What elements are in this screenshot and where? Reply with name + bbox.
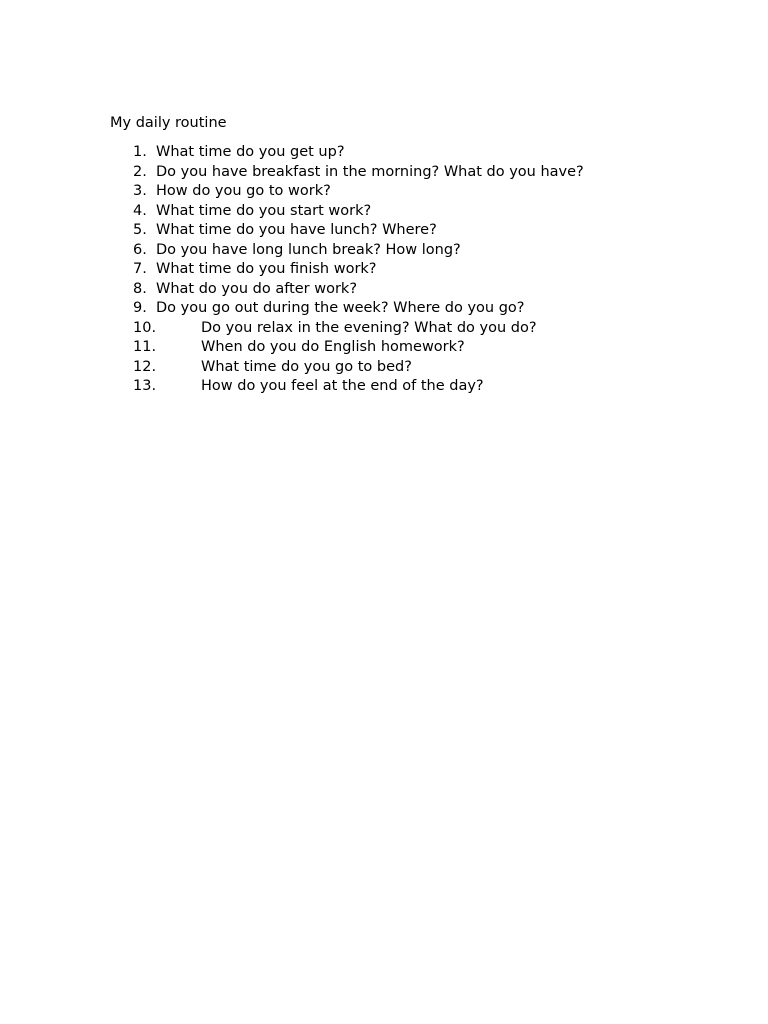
list-item-text: Do you relax in the evening? What do you do? (201, 319, 537, 336)
list-item-text: Do you have breakfast in the morning? What do you have? (156, 163, 584, 180)
list-item-number: 12. (133, 358, 157, 375)
list-item-text: What time do you get up? (156, 144, 345, 160)
list-item-number: 8. (133, 280, 147, 297)
list-item-text: What do you do after work? (156, 280, 358, 297)
list-item-number: 1. (133, 144, 147, 160)
list-item-number: 6. (133, 241, 147, 258)
list-item-number: 7. (133, 261, 147, 277)
list-item-text: What time do you finish work? (156, 261, 377, 277)
list-item-text: What time do you start work? (156, 202, 372, 219)
list-item-number: 3. (133, 183, 147, 199)
list-item-text: Do you have long lunch break? How long? (156, 241, 461, 258)
list-item-number: 4. (133, 202, 147, 219)
list-item-number: 10. (133, 319, 157, 336)
list-item-text: How do you feel at the end of the day? (201, 378, 484, 394)
list-item-text: When do you do English homework? (201, 339, 465, 355)
list-item-text: How do you go to work? (156, 183, 331, 199)
document-title: My daily routine (110, 115, 227, 131)
list-item-number: 11. (133, 339, 157, 355)
list-item-number: 9. (133, 300, 147, 316)
list-item-text: What time do you go to bed? (201, 358, 412, 375)
list-item-number: 5. (133, 222, 147, 238)
list-item-text: Do you go out during the week? Where do you go? (156, 300, 525, 316)
list-item-number: 13. (133, 378, 157, 394)
list-item-number: 2. (133, 163, 147, 180)
list-item-text: What time do you have lunch? Where? (156, 222, 437, 238)
